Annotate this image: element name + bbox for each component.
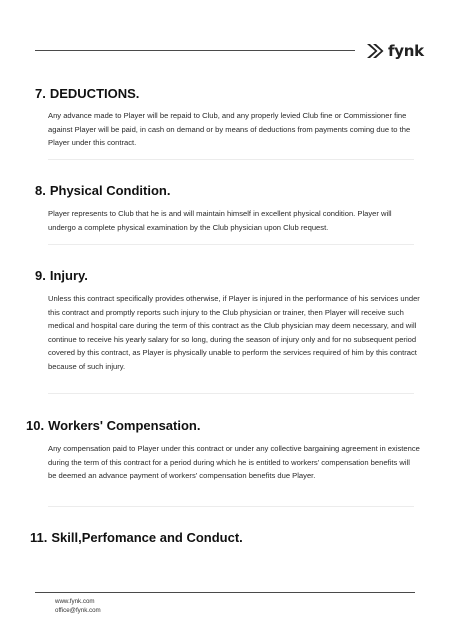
- section-heading: [26, 418, 200, 434]
- section-heading: [35, 86, 139, 102]
- footer-website: www.fynk.com: [55, 598, 95, 605]
- section-body: Any advance made to Player will be repaid to Club, and any properly levied Club fine or Commissioner fine against Player will be paid, in cash on demand or by means of deductions from payments coming due to the Player under this contract.: [48, 111, 411, 148]
- footer-rule: [35, 592, 415, 593]
- section-number: 9.: [35, 268, 46, 283]
- section-number: 8.: [35, 183, 46, 198]
- fynk-logo: [364, 40, 424, 62]
- fynk-logo-icon: [364, 40, 386, 62]
- section-number: 7.: [35, 86, 46, 101]
- section-heading: [30, 530, 243, 546]
- section-divider: [48, 244, 414, 245]
- header-rule: [35, 50, 355, 51]
- section-title: Physical Condition.: [49, 183, 171, 198]
- section-body: Any compensation paid to Player under this contract or under any collective bargaining agreement in existence during the term of this contract for a period during which he is entitled to workers' compensation benefits will be deemed an advance payment of workers' compensation benefits due Player.: [48, 444, 420, 481]
- section-number: 10.: [26, 418, 45, 433]
- section-title: Injury.: [49, 268, 88, 283]
- section-title: Workers' Compensation.: [48, 418, 201, 433]
- section-title: Skill,Perfomance and Conduct.: [51, 530, 243, 545]
- section-heading: [35, 183, 170, 199]
- section-number: 11.: [30, 530, 48, 545]
- footer-email: office@fynk.com: [55, 607, 101, 614]
- section-title: DEDUCTIONS.: [49, 86, 140, 101]
- section-divider: [48, 159, 414, 160]
- section-divider: [48, 393, 414, 394]
- page-header: [0, 0, 450, 80]
- section-body: Player represents to Club that he is and will maintain himself in excellent physical condition. Player will undergo a complete physical examination by the Club physician upon Club request.: [48, 209, 392, 232]
- section-body: Unless this contract specifically provides otherwise, if Player is injured in the performance of his services under this contract and promptly reports such injury to the Club physician or trainer, then Player will receive such medical and hospital care during the term of this contract as the Club physician may deem necessary, and will continue to receive his yearly salary for so long, during the season of injury only and for no subsequent period covered by this contract, as Player is physically unable to perform the services required of him by this contract because of such injury.: [48, 294, 420, 371]
- brand-name: fynk: [388, 42, 424, 60]
- section-heading: [35, 268, 88, 284]
- section-divider: [48, 506, 414, 507]
